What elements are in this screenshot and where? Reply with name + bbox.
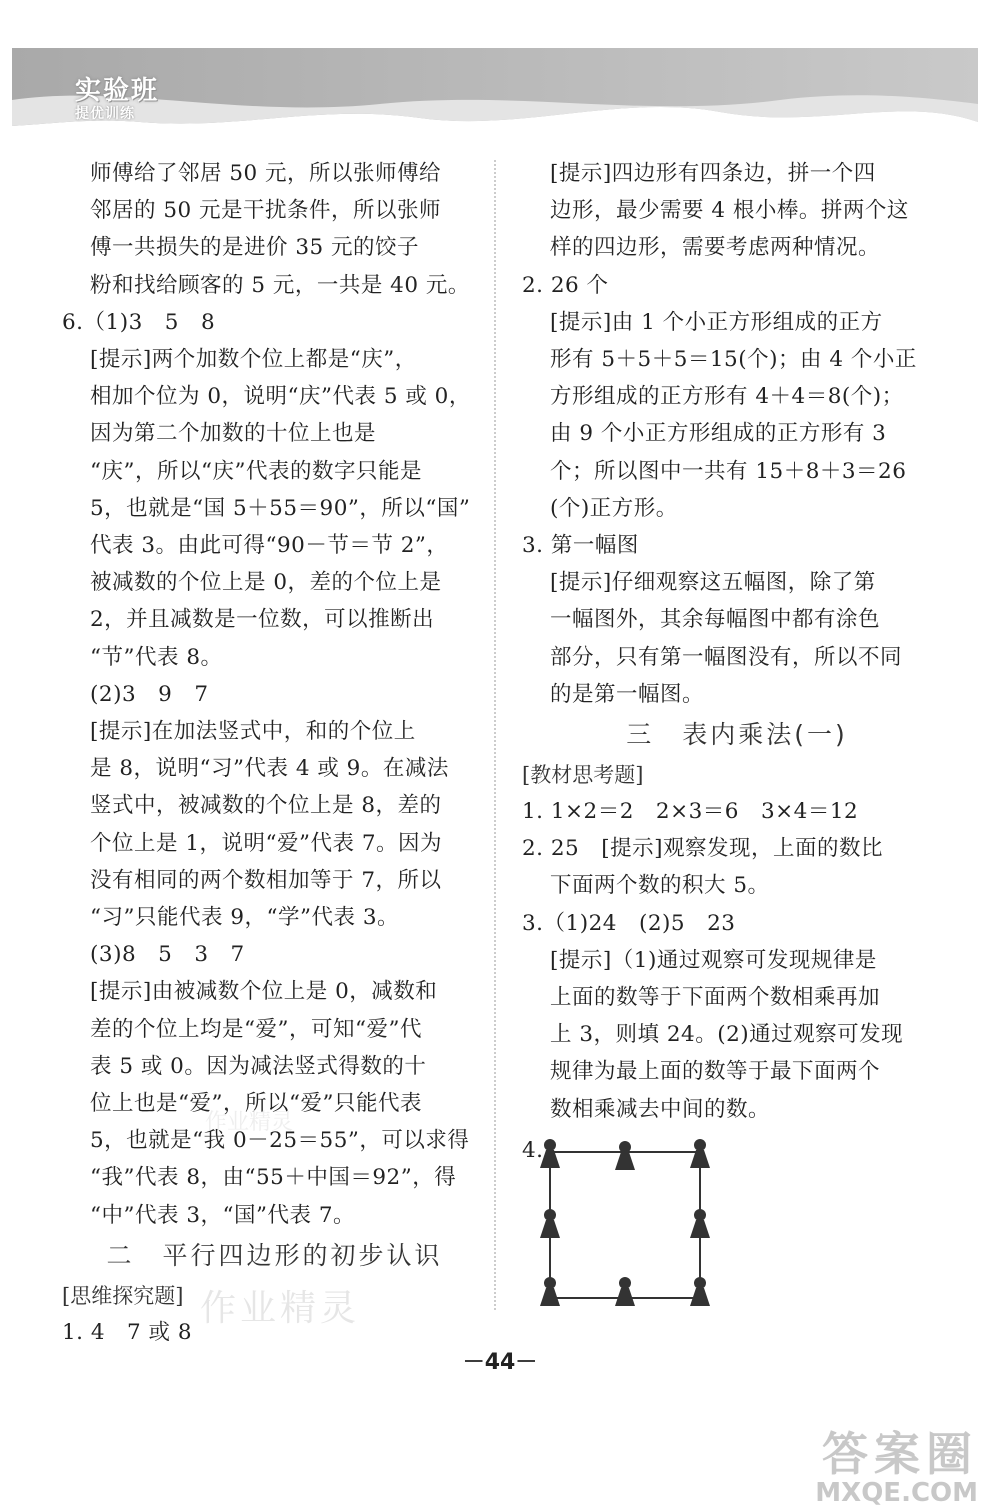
hint-line: 上面的数等于下面两个数相乘再加 [550,985,881,1011]
pawn-icon [690,1277,710,1306]
hint-line: 一幅图外，其余每幅图中都有涂色 [550,607,881,633]
hint-line: 差的个位上均是“爱”，可知“爱”代 [90,1016,422,1042]
right-column [522,155,952,1169]
hint-line: [提示]两个加数个位上都是“庆”， [90,347,417,373]
brand-subtitle: 提优训练 [75,106,135,122]
page-number: －44－ [462,1350,538,1375]
hint-line: 代表 3。由此可得“90－节＝节 2”， [90,533,449,559]
section-subtitle: [教材思考题] [522,763,644,788]
text-line: 师傅给了邻居 50 元，所以张师傅给 [90,161,442,186]
section-title: 三 表内乘法(一) [626,720,848,750]
hint-line: 数相乘减去中间的数。 [550,1096,771,1122]
hint-line: [提示]仔细观察这五幅图，除了第 [550,570,876,596]
section-subtitle: [思维探究题] [62,1283,184,1308]
hint-line: 被减数的个位上是 0，差的个位上是 [90,570,442,596]
answer-3: 3. 第一幅图 [522,533,639,559]
text-line: 粉和找给顾客的 5 元，一共是 40 元。 [90,272,470,298]
hint-line: 因为第二个加数的十位上也是 [90,421,377,447]
hint-line: 上 3，则填 24。(2)通过观察可发现 [550,1022,904,1048]
hint-line: 部分，只有第一幅图没有，所以不同 [550,644,903,670]
s3-answer-3: 3.（1)24 (2)5 23 [522,910,736,936]
hint-line: 位上也是“爱”，所以“爱”只能代表 [90,1091,422,1117]
hint-line: (个)正方形。 [550,495,678,521]
s3-answer-4-label: 4. [522,1137,544,1163]
hint-line: [提示]由 1 个小正方形组成的正方 [550,309,883,335]
hint-line: 表 5 或 0。因为减法竖式得数的十 [90,1053,427,1079]
pawn-icon [690,1209,710,1238]
hint-line: “中”代表 3，“国”代表 7。 [90,1202,355,1228]
hint-line: 个；所以图中一共有 15＋8＋3＝26 [550,458,907,484]
text-line: 傅一共损失的是进价 35 元的饺子 [90,235,420,261]
hint-line: 5，也就是“我 0－25＝55”，可以求得 [90,1128,470,1154]
hint-line: 方形组成的正方形有 4＋4＝8(个)； [550,384,904,410]
hint-line: 5，也就是“国 5＋55＝90”，所以“国” [90,495,471,521]
pawn-icon [540,1277,560,1306]
section-title: 二 平行四边形的初步认识 [106,1240,443,1270]
watermark-inline: 作业精灵 [205,1110,294,1135]
pawn-icon [615,1141,635,1170]
pawn-icon [540,1139,560,1168]
column-divider [494,160,496,1310]
hint-line: 样的四边形，需要考虑两种情况。 [550,235,881,261]
hint-line: 由 9 个小正方形组成的正方形有 3 [550,421,887,447]
hint-line: “节”代表 8。 [90,644,223,670]
chess-square-figure [520,1130,710,1320]
answer-6-1: 6.（1)3 5 8 [62,309,216,335]
hint-line: 规律为最上面的数等于最下面两个 [550,1059,881,1085]
pawn-icon [615,1277,635,1306]
watermark-center: 作业精灵 [200,1288,361,1329]
hint-line: 2，并且减数是一位数，可以推断出 [90,607,435,633]
brand-logo [75,70,159,123]
left-column [62,155,487,1351]
answer-6-3: (3)8 5 3 7 [90,942,245,968]
text-line: 邻居的 50 元是干扰条件，所以张师 [90,198,442,224]
hint-line: 相加个位为 0，说明“庆”代表 5 或 0， [90,384,471,410]
site-watermark-url: MXQE.COM [815,1478,978,1508]
hint-line: [提示]（1)通过观察可发现规律是 [550,947,877,973]
pawn-icon [540,1209,560,1238]
hint-line: “我”代表 8，由“55＋中国＝92”，得 [90,1165,457,1191]
hint-line: 形有 5＋5＋5＝15(个)；由 4 个小正 [550,347,917,373]
hint-line: 边形，最少需要 4 根小棒。拼两个这 [550,198,909,224]
pawn-icon [690,1139,710,1168]
site-watermark-title: 答案圈 [822,1427,978,1481]
answer-6-2: (2)3 9 7 [90,681,209,707]
answer-2: 2. 26 个 [522,272,609,298]
hint-line: 个位上是 1，说明“爱”代表 7。因为 [90,830,443,856]
hint-line: [提示]四边形有四条边，拼一个四 [550,161,876,186]
hint-line: 是 8，说明“习”代表 4 或 9。在减法 [90,756,449,782]
hint-line: “庆”，所以“庆”代表的数字只能是 [90,458,422,484]
hint-line: [提示]在加法竖式中，和的个位上 [90,719,416,745]
hint-line: 的是第一幅图。 [550,681,705,707]
hint-line: “习”只能代表 9，“学”代表 3。 [90,905,399,931]
hint-line: 没有相同的两个数相加等于 7，所以 [90,867,442,893]
s3-answer-2: 2. 25 [提示]观察发现，上面的数比 [522,836,883,862]
site-watermark [815,1418,978,1508]
hint-line: 下面两个数的积大 5。 [550,873,770,899]
hint-line: [提示]由被减数个位上是 0，减数和 [90,979,438,1005]
hint-line: 竖式中，被减数的个位上是 8，差的 [90,793,442,819]
s3-answer-1: 1. 1×2＝2 2×3＝6 3×4＝12 [522,799,859,825]
answer-1: 1. 4 7 或 8 [62,1319,193,1345]
brand-title: 实验班 [75,76,160,106]
